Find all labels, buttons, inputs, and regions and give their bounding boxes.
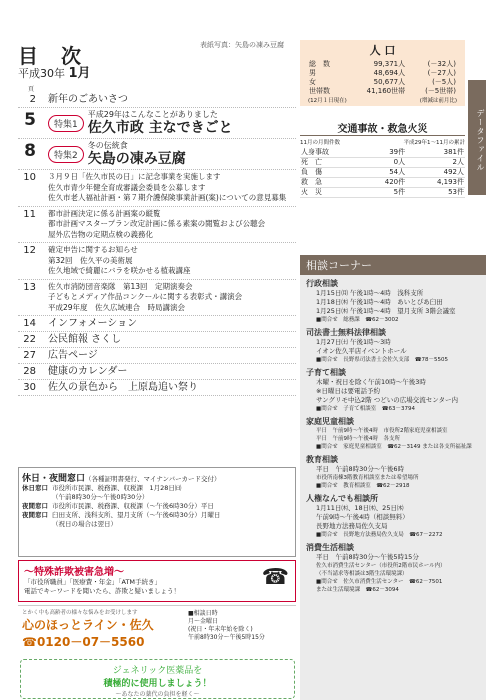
toc-page: 28 — [23, 366, 36, 377]
toc-page: 22 — [23, 334, 36, 345]
consultation-corner — [300, 255, 486, 700]
holiday-row: 夜間窓口 市役所市民課、税務課、収税課（～午後6時30分）平日 — [22, 502, 214, 510]
holiday-row: （午前8時30分～午後0時30分） — [52, 493, 149, 501]
generic-line: 積極的に使用しましょう！ — [103, 679, 212, 689]
toc-row[interactable] — [18, 92, 296, 108]
toc-line: 佐久市青少年健全育成審議会委員を公募します — [48, 182, 206, 192]
traffic-panel — [300, 120, 465, 210]
table-row: 負 傷 54人 492人 — [301, 168, 464, 176]
traffic-sub: 平成29年1～11月の累計 — [403, 140, 465, 146]
generic-line: ジェネリック医薬品を — [112, 666, 203, 676]
issue-month: 1月 — [68, 66, 91, 81]
hotline-intro: とかく中も高齢者の様々な悩みをお受けします — [22, 610, 138, 616]
fraud-title: ～特殊詐欺被害急増～ — [24, 567, 124, 578]
population-note: (12月１日現在) — [308, 98, 347, 104]
toc-title: 新年のごあいさつ — [48, 94, 128, 105]
toc-page: 13 — [23, 281, 36, 293]
table-row: 火 災 5件 53件 — [301, 188, 464, 196]
holiday-row: 休日窓口 市役所市民課、税務課、収税課 1月28日㈰ — [22, 484, 182, 492]
traffic-sub: 11月の月間件数 — [300, 140, 340, 146]
consult-heading: 消費生活相談 — [306, 543, 354, 552]
toc-title: 佐久の景色から 上原島追い祭り — [48, 382, 198, 393]
consult-heading: 子育て相談 — [306, 368, 346, 377]
holiday-row: 夜間窓口 臼田支所、浅科支所、望月支所（～午後6時30分）月曜日 — [22, 511, 221, 519]
page-title: 目 次 — [18, 44, 89, 68]
hotline-name: 心のほっとライン・佐久 — [22, 618, 154, 632]
data-file-tab: データファイル — [468, 80, 486, 195]
table-row: 男 48,694人 (－27人) — [309, 69, 456, 77]
consult-section: 子育て相談 木曜・祝日を除く午前10時～午後3時 ※日曜日は要電話予約 サングリモ中込2階 つどいの広場交流センター内 ■問合せ 子育て相談室 ☎63－3794 — [306, 367, 480, 413]
toc-title: 公民館報 さくし — [48, 334, 122, 345]
toc-page: 30 — [23, 382, 36, 393]
traffic-title: 交通事故・救急火災 — [300, 120, 465, 136]
phone-scam-icon: ☎ — [261, 565, 289, 590]
consult-section: 消費生活相談 平日 午前8時30分～午後5時15分 佐久市消費生活センター（市役所2階市民ホール内） （不当請求等相談は3階生活環境課） ■問合せ 佐久市消費生活センター ☎62－7501 または生活環境課 ☎62－3094 — [306, 542, 480, 594]
issue-year: 平成30年 — [18, 67, 65, 80]
issue-date — [18, 62, 91, 81]
toc-page: 8 — [24, 141, 36, 161]
feature-subtitle: 平成29年はこんなことがありました — [87, 110, 218, 119]
consult-heading: 司法書士無料法律相談 — [306, 328, 386, 337]
cover-caption: 表紙写真：矢島の凍み豆腐 — [200, 41, 284, 49]
toc-row[interactable] — [18, 207, 296, 244]
toc-title: インフォメーション — [48, 318, 138, 329]
toc-row-feature-2[interactable] — [18, 139, 296, 170]
toc-page: 27 — [23, 350, 36, 361]
toc-line: 都市計画マスタープラン改定計画に係る素案の閲覧および公聴会 — [48, 219, 266, 228]
holiday-window-box — [18, 467, 296, 557]
consult-section: 家庭児童相談 平日 午前9時～午後4時 市役所2階家庭児童相談室 平日 午前9時～午後4時 各支所 ■問合せ 家庭児童相談室 ☎62－3149 または各支所福祉課 — [306, 416, 480, 451]
hotline-hours: ■相談日時 月～金曜日 (祝日・年末年始を除く) 午前8時30分～午後5時15分 — [188, 610, 265, 641]
table-row: 世帯数 41,160世帯 (－5世帯) — [309, 87, 456, 95]
population-table — [308, 60, 457, 96]
consult-heading: 人権なんでも相談所 — [306, 494, 378, 503]
toc-line: 佐久市消防団音楽隊 第13回 定期演奏会 — [48, 281, 193, 291]
toc-page: 5 — [24, 110, 36, 130]
toc-title: 広告ページ — [48, 350, 98, 361]
consult-heading: 教育相談 — [306, 455, 338, 464]
traffic-table — [300, 148, 465, 198]
feature-badge: 特集1 — [48, 115, 84, 132]
feature-title: 矢島の凍み豆腐 — [87, 151, 186, 167]
holiday-title: 休日・夜間窓口（各種証明書発行、マイナンバーカード交付） — [22, 474, 221, 484]
toc-line: 第32回 佐久平の美術展 — [48, 255, 133, 265]
toc-row[interactable] — [18, 316, 296, 332]
toc-line: 平成29年度 佐久広域連合 時局講演会 — [48, 302, 186, 312]
table-row: 女 50,677人 (－5人) — [309, 78, 456, 86]
page-column-label: 頁 — [28, 86, 35, 93]
toc-row[interactable] — [18, 280, 296, 317]
consult-section: 司法書士無料法律相談 1月27日㈯ 午後1時～3時 イオン佐久平店イベントホール ■問合せ 長野県司法書士会佐久支部 ☎78－5505 — [306, 327, 480, 364]
generic-line: ～あなたの薬代の負担を軽く～ — [115, 691, 200, 698]
population-title: 人 口 — [369, 44, 396, 57]
table-row: 人身事故 39件 381件 — [301, 148, 464, 156]
consult-section: 教育相談 平日 午前8時30分～午後6時 市役所南棟3階教育相談室または希望場所 ■問合せ 教育相談室 ☎62－2918 — [306, 454, 480, 490]
hotline-box — [18, 605, 296, 655]
consult-heading: 行政相談 — [306, 279, 338, 288]
toc-row[interactable] — [18, 243, 296, 280]
toc-row[interactable] — [18, 332, 296, 348]
toc-row[interactable] — [18, 380, 296, 396]
toc-title: 健康のカレンダー — [48, 366, 128, 377]
consult-section: 行政相談 1月15日㈪ 午後1時～4時 浅科支所 1月18日㈭ 午後1時～4時 あいとぴあ臼田 1月25日㈭ 午後1時～4時 望月支所 3階会議室 ■問合せ 総務課 ☎62－3002 — [306, 278, 480, 324]
table-row: 総 数 99,371人 (－32人) — [309, 60, 456, 68]
feature-subtitle: 冬の伝統食 — [87, 141, 128, 150]
feature-title: 佐久市政 主なできごと — [87, 120, 233, 136]
table-row: 救 急 420件 4,193件 — [301, 178, 464, 186]
toc-line: 都市計画決定に係る計画案の縦覧 — [48, 208, 161, 218]
toc-row-feature-1[interactable] — [18, 108, 296, 139]
toc-page: 2 — [29, 94, 36, 105]
toc-page: 10 — [23, 172, 36, 183]
toc-line: 佐久市老人福祉計画・第７期介護保険事業計画(案)についての意見募集 — [48, 193, 287, 202]
holiday-row: （祝日の場合は翌日） — [52, 520, 117, 528]
consultation-title: 相談コーナー — [300, 255, 486, 275]
consult-heading: 家庭児童相談 — [306, 417, 354, 426]
toc-row[interactable] — [18, 348, 296, 364]
toc-line: ３月９日「佐久市民の日」に記念事業を実施します — [48, 172, 221, 181]
table-row: 死 亡 0人 2人 — [301, 158, 464, 166]
toc-line: 屋外広告物の定期点検の義務化 — [48, 229, 153, 239]
fraud-text: 電話でキーワードを聞いたら、詐欺と疑いましょう！ — [24, 587, 180, 595]
toc-line: 佐久地域で綺麗にバラを咲かせる植栽講座 — [48, 266, 191, 275]
consult-section: 人権なんでも相談所 1月11日㈭、18日㈭、25日㈭ 午前9時～午後4時（相談無料） 長野地方法務局佐久支局 ■問合せ 長野地方法務局佐久支局 ☎67－2272 — [306, 493, 480, 539]
toc-row[interactable] — [18, 170, 296, 207]
population-note: (増減は前月比) — [419, 98, 457, 104]
table-of-contents — [18, 92, 296, 396]
feature-badge: 特集2 — [48, 146, 84, 163]
toc-page: 14 — [23, 318, 36, 329]
toc-page: 11 — [23, 208, 36, 220]
fraud-text: 「市役所職員」「医療費・年金」「ATM手続き」 — [24, 578, 162, 586]
generic-drug-banner — [20, 659, 295, 699]
population-panel — [300, 40, 465, 106]
toc-row[interactable] — [18, 364, 296, 380]
toc-line: 確定申告に関するお知らせ — [48, 245, 138, 254]
toc-page: 12 — [23, 245, 36, 256]
toc-line: 子どもとメディア作品コンクールに関する表彰式・講演会 — [48, 292, 243, 301]
hotline-tel[interactable]: ☎0120－07－5560 — [22, 635, 145, 649]
fraud-warning — [18, 560, 296, 602]
